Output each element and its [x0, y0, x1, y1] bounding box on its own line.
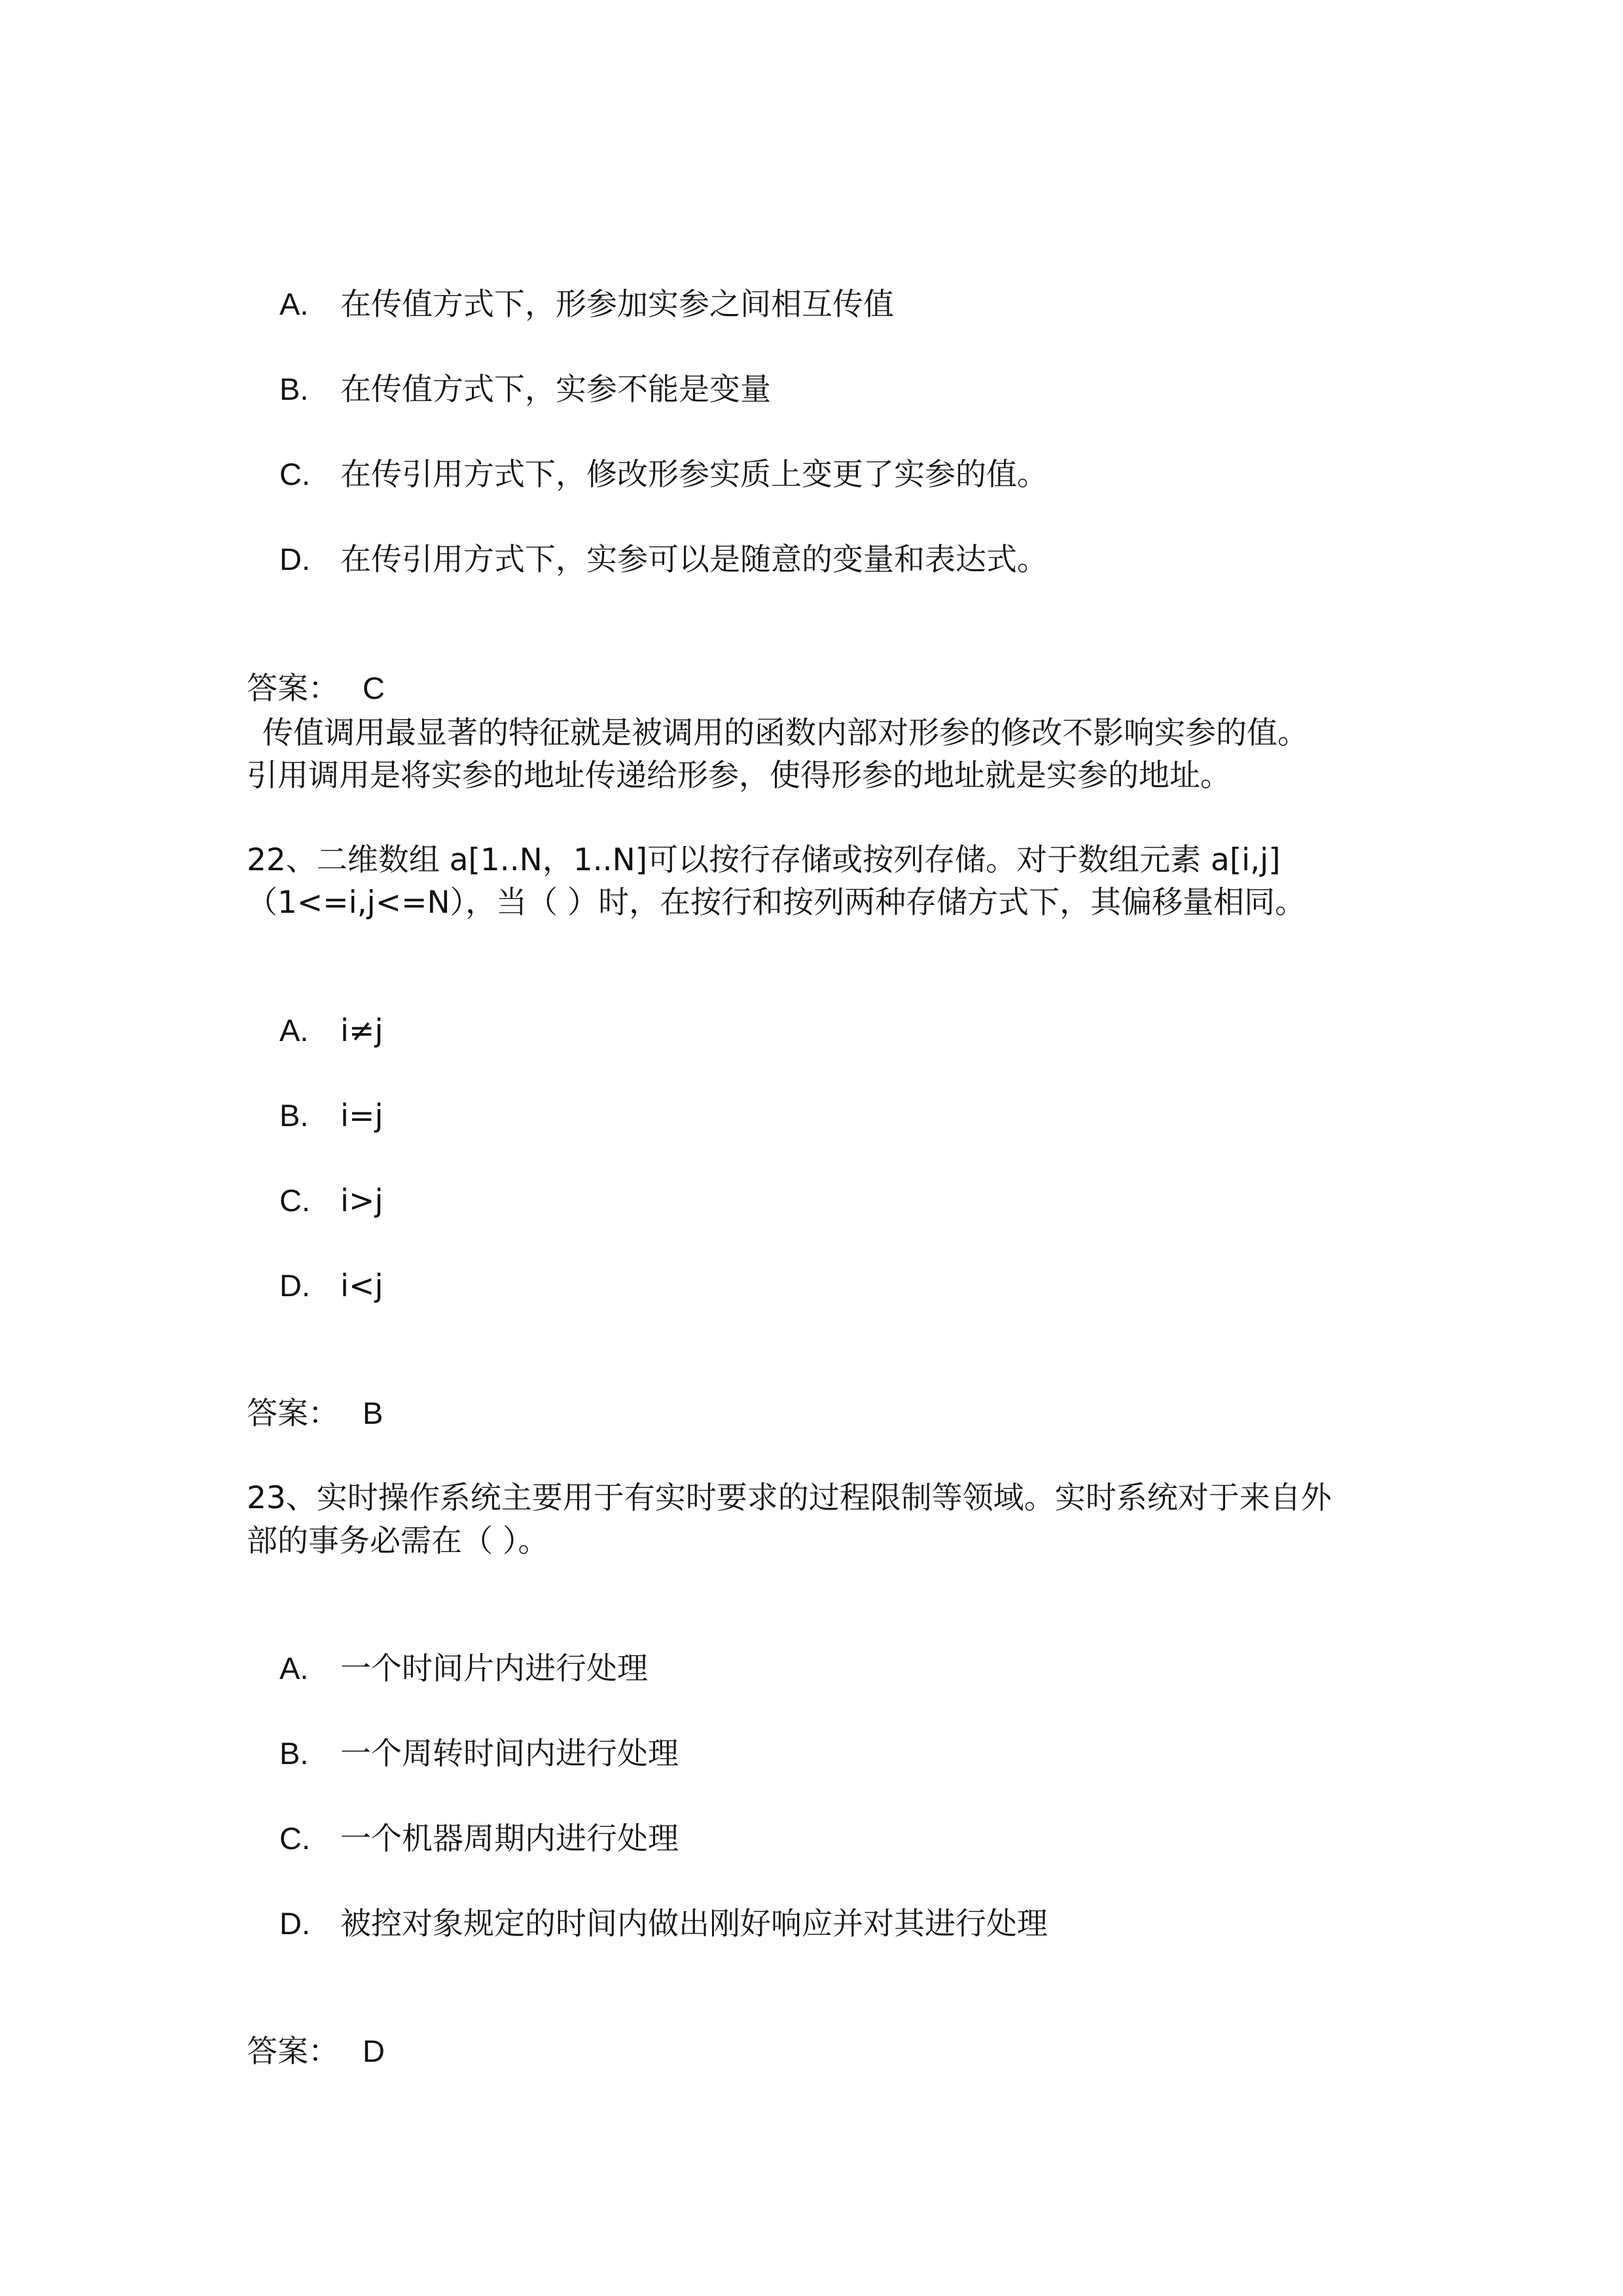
q23-option-a — [279, 1646, 648, 1691]
q22-option-c — [279, 1178, 383, 1224]
q23-stem-line-2: 部的事务必需在（ ）。 — [247, 1523, 549, 1559]
option-letter: C. — [279, 457, 310, 491]
option-text: i≠j — [340, 1013, 383, 1049]
q22-stem-line-2: （1<=i,j<=N），当（ ）时，在按行和按列两种存储方式下，其偏移量相同。 — [247, 885, 1306, 921]
q23-option-c — [279, 1816, 679, 1862]
q23-option-b — [279, 1731, 679, 1776]
option-text: 一个时间片内进行处理 — [340, 1651, 648, 1687]
option-letter: C. — [279, 1183, 310, 1218]
option-text: 在传引用方式下，实参可以是随意的变量和表达式。 — [340, 542, 1048, 578]
option-letter: B. — [279, 1098, 309, 1133]
q23-option-d — [279, 1901, 1048, 1947]
q22-option-b — [279, 1093, 383, 1139]
option-text: 一个周转时间内进行处理 — [340, 1736, 679, 1772]
option-letter: D. — [279, 1906, 310, 1941]
q22-stem-line-1: 22、二维数组 a[1..N，1..N]可以按行存储或按列存储。对于数组元素 a[i,j] — [247, 842, 1281, 878]
option-letter: C. — [279, 1821, 310, 1856]
q22-answer — [247, 1390, 383, 1436]
q21-option-a — [279, 281, 894, 327]
q21-option-c — [279, 451, 1048, 497]
option-text: 在传值方式下，实参不能是变量 — [340, 372, 771, 408]
option-text: 被控对象规定的时间内做出刚好响应并对其进行处理 — [340, 1906, 1048, 1942]
answer-value: C — [363, 671, 385, 705]
option-text: 一个机器周期内进行处理 — [340, 1821, 679, 1857]
answer-value: B — [363, 1396, 383, 1430]
q23-stem-line-1: 23、实时操作系统主要用于有实时要求的过程限制等领域。实时系统对于来自外 — [247, 1480, 1332, 1516]
option-letter: A. — [279, 1013, 309, 1048]
q23-answer — [247, 2028, 385, 2074]
option-letter: B. — [279, 1736, 309, 1771]
option-text: i=j — [340, 1098, 383, 1134]
option-letter: D. — [279, 542, 310, 576]
option-letter: D. — [279, 1268, 310, 1303]
q21-explanation-line-1: 传值调用最显著的特征就是被调用的函数内部对形参的修改不影响实参的值。 — [262, 715, 1308, 751]
option-letter: A. — [279, 287, 309, 321]
option-letter: A. — [279, 1651, 309, 1686]
q21-option-b — [279, 366, 771, 412]
answer-label: 答案： — [247, 2034, 339, 2070]
q21-option-d — [279, 537, 1048, 582]
option-text: i>j — [340, 1183, 383, 1219]
q22-option-a — [279, 1008, 383, 1053]
answer-label: 答案： — [247, 1396, 339, 1432]
option-letter: B. — [279, 372, 309, 406]
option-text: i<j — [340, 1268, 383, 1304]
answer-label: 答案： — [247, 671, 339, 707]
q22-option-d — [279, 1263, 383, 1309]
option-text: 在传引用方式下，修改形参实质上变更了实参的值。 — [340, 457, 1048, 493]
answer-value: D — [363, 2034, 385, 2068]
q21-answer — [247, 665, 385, 711]
option-text: 在传值方式下，形参加实参之间相互传值 — [340, 287, 894, 323]
q21-explanation-line-2: 引用调用是将实参的地址传递给形参，使得形参的地址就是实参的地址。 — [247, 758, 1231, 794]
